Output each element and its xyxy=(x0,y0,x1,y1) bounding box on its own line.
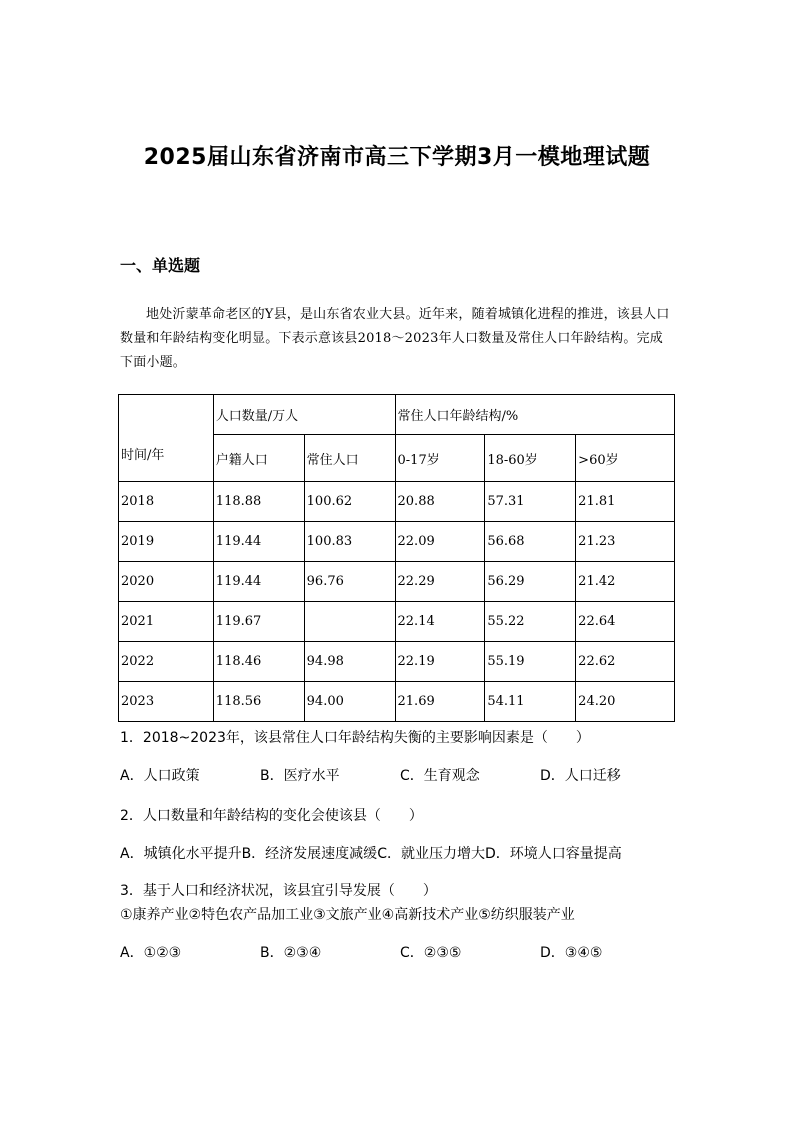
subheader-resident: 常住人口 xyxy=(304,435,395,482)
table-row xyxy=(119,682,675,722)
option-a: A．人口政策 xyxy=(120,768,200,784)
cell-age-18-60: 56.29 xyxy=(485,562,576,602)
cell-registered: 119.44 xyxy=(213,522,304,562)
subheader-age-0-17: 0-17岁 xyxy=(395,435,485,482)
question-1-stem: 1．2018~2023年，该县常住人口年龄结构失衡的主要影响因素是（ ） xyxy=(120,730,590,746)
question-3-choices: ①康养产业②特色农产品加工业③文旅产业④高新技术产业⑤纺织服装产业 xyxy=(120,907,575,923)
cell-age-0-17: 22.19 xyxy=(395,642,485,682)
cell-year: 2019 xyxy=(119,522,214,562)
cell-registered: 118.88 xyxy=(213,482,304,522)
option-b: B．经济发展速度减缓 xyxy=(241,846,378,862)
cell-registered: 118.56 xyxy=(213,682,304,722)
table-row xyxy=(119,642,675,682)
cell-age-over-60: 22.62 xyxy=(576,642,675,682)
cell-resident xyxy=(304,602,395,642)
subheader-age-over-60: >60岁 xyxy=(576,435,675,482)
table-row xyxy=(119,482,675,522)
option-c: C．②③⑤ xyxy=(400,945,462,961)
cell-age-over-60: 21.81 xyxy=(576,482,675,522)
option-d: D．人口迁移 xyxy=(540,768,621,784)
cell-age-18-60: 54.11 xyxy=(485,682,576,722)
document-title: 2025届山东省济南市高三下学期3月一模地理试题 xyxy=(143,145,651,170)
cell-age-over-60: 21.23 xyxy=(576,522,675,562)
age-group-header: 常住人口年龄结构/% xyxy=(395,395,674,435)
cell-age-0-17: 20.88 xyxy=(395,482,485,522)
option-c: C．就业压力增大 xyxy=(377,846,485,862)
cell-age-18-60: 55.19 xyxy=(485,642,576,682)
question-2-options xyxy=(120,843,622,863)
cell-age-18-60: 57.31 xyxy=(485,482,576,522)
question-3-options xyxy=(120,942,680,962)
cell-age-0-17: 21.69 xyxy=(395,682,485,722)
cell-age-over-60: 24.20 xyxy=(576,682,675,722)
section-heading: 一、单选题 xyxy=(120,256,201,275)
cell-year: 2021 xyxy=(119,602,214,642)
cell-age-over-60: 22.64 xyxy=(576,602,675,642)
option-d: D．环境人口容量提高 xyxy=(484,846,622,862)
cell-age-18-60: 56.68 xyxy=(485,522,576,562)
cell-age-0-17: 22.29 xyxy=(395,562,485,602)
cell-registered: 118.46 xyxy=(213,642,304,682)
cell-age-0-17: 22.14 xyxy=(395,602,485,642)
table-header-row xyxy=(119,395,675,435)
cell-resident: 94.00 xyxy=(304,682,395,722)
table-row xyxy=(119,522,675,562)
cell-resident: 100.83 xyxy=(304,522,395,562)
cell-age-18-60: 55.22 xyxy=(485,602,576,642)
cell-year: 2022 xyxy=(119,642,214,682)
option-c: C．生育观念 xyxy=(400,768,480,784)
cell-age-over-60: 21.42 xyxy=(576,562,675,602)
cell-resident: 94.98 xyxy=(304,642,395,682)
cell-year: 2018 xyxy=(119,482,214,522)
subheader-age-18-60: 18-60岁 xyxy=(485,435,576,482)
table-row xyxy=(119,602,675,642)
time-header-cell: 时间/年 xyxy=(119,395,214,482)
cell-registered: 119.44 xyxy=(213,562,304,602)
option-b: B．医疗水平 xyxy=(260,768,340,784)
table-row xyxy=(119,562,675,602)
cell-age-0-17: 22.09 xyxy=(395,522,485,562)
option-d: D．③④⑤ xyxy=(540,945,603,961)
subheader-registered: 户籍人口 xyxy=(213,435,304,482)
question-1-options xyxy=(120,765,680,785)
question-3-stem: 3．基于人口和经济状况，该县宜引导发展（ ） xyxy=(120,883,437,899)
option-a: A．①②③ xyxy=(120,945,182,961)
question-2-stem: 2．人口数量和年龄结构的变化会使该县（ ） xyxy=(120,808,423,824)
cell-year: 2020 xyxy=(119,562,214,602)
population-group-header: 人口数量/万人 xyxy=(213,395,395,435)
cell-resident: 100.62 xyxy=(304,482,395,522)
cell-registered: 119.67 xyxy=(213,602,304,642)
option-b: B．②③④ xyxy=(260,945,322,961)
intro-paragraph: 地处沂蒙革命老区的Y县，是山东省农业大县。近年来，随着城镇化进程的推进，该县人口数量和年龄结构变化明显。下表示意该县2018～2023年人口数量及常住人口年龄结构。完成下面小题。 xyxy=(120,307,670,370)
population-table xyxy=(118,394,675,722)
cell-resident: 96.76 xyxy=(304,562,395,602)
cell-year: 2023 xyxy=(119,682,214,722)
option-a: A．城镇化水平提升 xyxy=(120,846,242,862)
